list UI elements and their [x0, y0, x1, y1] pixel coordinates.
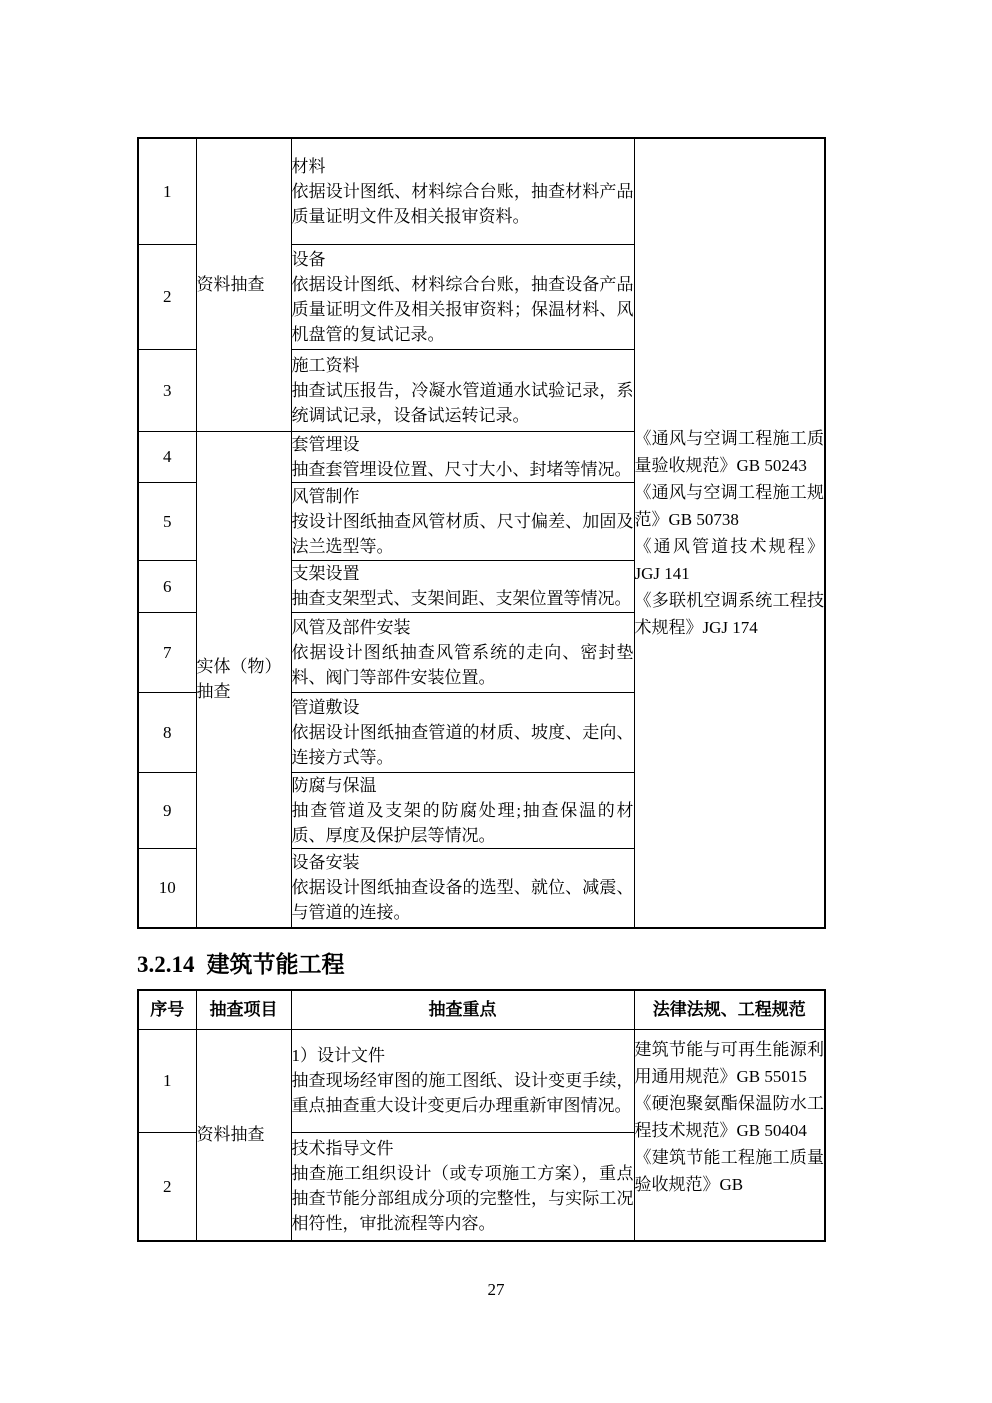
top-margin — [0, 0, 992, 137]
legal-ref: 《通风管道技术规程》JGJ 141 — [634, 537, 824, 583]
row-number-cell: 8 — [138, 692, 196, 772]
legal-refs-cell — [634, 1029, 825, 1241]
inspection-item-label: 资料抽查 — [196, 275, 265, 295]
inspection-item-cell — [196, 1029, 291, 1241]
row-number-cell: 6 — [138, 560, 196, 612]
inspection-table-hvac — [137, 137, 826, 929]
row-number-cell: 5 — [138, 482, 196, 560]
focus-title: 套管埋设 — [291, 434, 360, 454]
row-number-cell: 2 — [138, 1132, 196, 1241]
table-row — [138, 138, 825, 244]
focus-title: 设备 — [291, 249, 326, 269]
table-header-row — [138, 990, 825, 1029]
row-number-cell: 2 — [138, 244, 196, 349]
inspection-item-cell — [196, 138, 291, 431]
inspection-focus-cell — [291, 772, 634, 848]
legal-ref: 《通风与空调工程施工质量验收规范》GB 50243 — [634, 429, 824, 475]
focus-body: 抽查支架型式、支架间距、支架位置等情况。 — [291, 589, 632, 608]
focus-body: 依据设计图纸抽查管道的材质、坡度、走向、连接方式等。 — [291, 722, 634, 767]
inspection-item-label: 实体（物）抽查 — [196, 657, 282, 702]
row-number-cell: 1 — [138, 1029, 196, 1132]
inspection-focus-cell — [291, 138, 634, 244]
inspection-focus-cell — [291, 692, 634, 772]
focus-title: 管道敷设 — [291, 697, 360, 717]
inspection-focus-cell — [291, 349, 634, 431]
focus-body: 按设计图纸抽查风管材质、尺寸偏差、加固及法兰选型等。 — [291, 511, 634, 556]
inspection-focus-cell — [291, 431, 634, 482]
inspection-focus-cell — [291, 560, 634, 612]
row-number-cell: 9 — [138, 772, 196, 848]
table-row — [138, 1029, 825, 1132]
focus-title: 风管制作 — [291, 486, 360, 506]
column-header-focus: 抽查重点 — [291, 990, 634, 1029]
focus-title: 1）设计文件 — [291, 1046, 385, 1065]
focus-body: 抽查施工组织设计（或专项施工方案），重点抽查节能分部组成分项的完整性，与实际工况相符性，审批流程等内容。 — [291, 1164, 634, 1234]
focus-body: 依据设计图纸抽查风管系统的走向、密封垫料、阀门等部件安装位置。 — [291, 642, 634, 687]
inspection-focus-cell — [291, 848, 634, 928]
inspection-focus-cell — [291, 1132, 634, 1241]
focus-title: 技术指导文件 — [291, 1139, 394, 1159]
focus-body: 抽查套管埋设位置、尺寸大小、封堵等情况。 — [291, 459, 632, 479]
inspection-item-cell — [196, 431, 291, 928]
focus-title: 风管及部件安装 — [291, 617, 411, 637]
legal-ref: 《通风与空调工程施工规范》GB 50738 — [634, 483, 824, 529]
focus-body: 依据设计图纸、材料综合台账，抽查材料产品质量证明文件及相关报审资料。 — [291, 181, 634, 226]
heading-gap — [0, 981, 992, 989]
row-number-cell: 1 — [138, 138, 196, 244]
section-number: 3.2.14 — [137, 952, 195, 977]
focus-body: 依据设计图纸、材料综合台账，抽查设备产品质量证明文件及相关报审资料；保温材料、风机盘管的复试记录。 — [291, 274, 634, 344]
section-heading — [137, 949, 992, 981]
section-title: 建筑节能工程 — [206, 952, 345, 977]
inspection-focus-cell — [291, 244, 634, 349]
focus-title: 施工资料 — [291, 355, 360, 375]
focus-body: 抽查试压报告，冷凝水管道通水试验记录，系统调试记录，设备试运转记录。 — [291, 380, 634, 425]
legal-ref: 建筑节能与可再生能源利用通用规范》GB 55015 — [634, 1039, 824, 1086]
focus-title: 防腐与保温 — [291, 775, 377, 795]
legal-ref: 《硬泡聚氨酯保温防水工程技术规范》GB 50404 — [634, 1093, 824, 1140]
inspection-focus-cell — [291, 612, 634, 692]
focus-body: 抽查管道及支架的防腐处理;抽查保温的材质、厚度及保护层等情况。 — [291, 800, 634, 845]
legal-ref: 《多联机空调系统工程技术规程》JGJ 174 — [634, 591, 824, 637]
page-number: 27 — [487, 1280, 505, 1299]
focus-title: 支架设置 — [291, 564, 360, 583]
column-header-legal: 法律法规、工程规范 — [634, 990, 825, 1029]
row-number-cell: 3 — [138, 349, 196, 431]
focus-title: 材料 — [291, 156, 326, 176]
inspection-table-energy — [137, 989, 826, 1242]
column-header-no: 序号 — [138, 990, 196, 1029]
focus-body: 依据设计图纸抽查设备的选型、就位、减震、与管道的连接。 — [291, 878, 634, 923]
focus-body: 抽查现场经审图的施工图纸、设计变更手续，重点抽查重大设计变更后办理重新审图情况。 — [291, 1071, 634, 1115]
focus-title: 设备安装 — [291, 853, 360, 873]
row-number-cell: 10 — [138, 848, 196, 928]
row-number-cell: 7 — [138, 612, 196, 692]
legal-ref: 《建筑节能工程施工质量验收规范》GB — [634, 1147, 824, 1194]
row-number-cell: 4 — [138, 431, 196, 482]
inspection-item-label: 资料抽查 — [196, 1125, 265, 1145]
legal-refs-cell — [634, 138, 825, 928]
column-header-item: 抽查项目 — [196, 990, 291, 1029]
inspection-focus-cell — [291, 482, 634, 560]
inspection-focus-cell — [291, 1029, 634, 1132]
